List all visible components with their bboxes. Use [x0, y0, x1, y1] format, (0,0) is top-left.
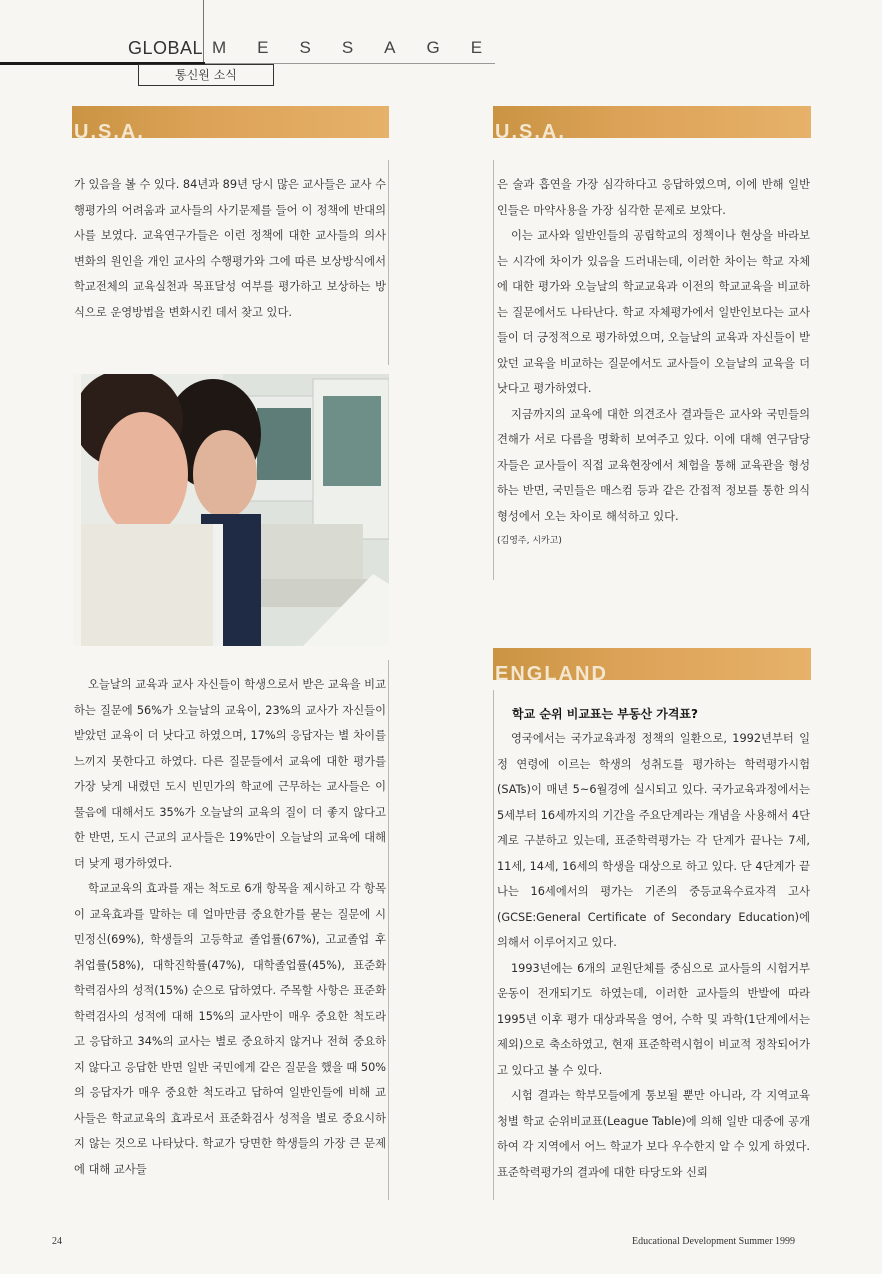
banner-label: U.S.A.: [74, 121, 145, 143]
header-subtitle: 통신원 소식: [138, 64, 274, 86]
paragraph: 영국에서는 국가교육과정 정책의 일환으로, 1992년부터 일정 연령에 이르는 학생의 성취도를 평가하는 학력평가시험(SATs)이 매년 5~6월경에 실시되고 있다. 국가교육과정에서는 5세부터 16세까지의 기간을 주요단계라는 개념을 사용해서 4단계로 구분하고 있는데, 표준학력평가는 각 단계가 끝나는 7세, 11세, 14세, 16세의 학생을 대상으로 하고 있다. 단 4단계가 끝나는 16세에서의 평가는 기존의 중등교육수료자격 고사(GCSE:General Certificate of Secondary Education)에 의해서 이루어지고 있다.: [497, 732, 810, 949]
header-global: GLOBAL: [128, 38, 204, 58]
publication-name: Educational Development Summer 1999: [632, 1236, 796, 1247]
section-banner-usa-right: [493, 106, 811, 143]
paragraph: 시험 결과는 학부모들에게 통보될 뿐만 아니라, 각 지역교육청별 학교 순위비교표(League Table)에 의해 일반 대중에 공개하여 각 지역에서 어느 학교가 보다 우수한지 알 수 있게 하였다. 표준학력평가의 결과에 대한 타당도와 신뢰: [497, 1089, 810, 1179]
column-divider: [388, 160, 389, 365]
banner-label: U.S.A.: [495, 121, 566, 143]
paragraph: 1993년에는 6개의 교원단체를 중심으로 교사들의 시험거부 운동이 전개되기도 하였는데, 이러한 교사들의 반발에 따라 1995년 이후 평가 대상과목을 영어, 수학 및 과학(1단계에서는 제외)으로 축소하였고, 현재 표준학력시험이 비교적 정착되어가고 있다고 볼 수 있다.: [497, 961, 810, 1077]
students-computer-photo: [73, 374, 389, 646]
paragraph: 은 술과 흡연을 가장 심각하다고 응답하였으며, 이에 반해 일반인들은 마약사용을 가장 심각한 문제로 보았다.: [497, 178, 810, 217]
right-bottom-text: [497, 726, 810, 1185]
page-number: 24: [52, 1236, 62, 1247]
paragraph: 가 있음을 볼 수 있다. 84년과 89년 당시 많은 교사들은 교사 수행평가의 어려움과 교사들의 사기문제를 들어 이 정책에 반대의사를 보였다. 교육연구가들은 이런 정책에 대한 교사들의 의사변화의 원인을 개인 교사의 수행평가와 그에 따른 보상방식에서 학교전체의 교육실천과 목표달성 여부를 평가하고 보상하는 방식으로 운영방법을 변화시킨 데서 찾고 있다.: [74, 178, 386, 319]
left-top-text: [74, 172, 386, 325]
column-divider: [493, 160, 494, 580]
section-banner-usa-left: [72, 106, 389, 143]
photo-illustration: [73, 374, 389, 646]
column-divider: [388, 660, 389, 1200]
header-message: MESSAGE: [212, 38, 514, 57]
paragraph: 오늘날의 교육과 교사 자신들이 학생으로서 받은 교육을 비교하는 질문에 56%가 오늘날의 교육이, 23%의 교사가 자신들이 받았던 교육이 더 낫다고 하였으며, 17%의 응답자는 별 차이를 느끼지 못한다고 하였다. 다른 질문들에서 교육에 대한 평가를 가장 낮게 내렸던 도시 빈민가의 학교에 근무하는 교사들은 이 물음에 대해서도 35%가 오늘날의 교육의 질이 더 좋지 않다고 한 반면, 도시 근교의 교사들은 19%만이 오늘날의 교육에 대해 더 낮게 평가하였다.: [74, 678, 386, 870]
byline: (김영주, 시카고): [497, 536, 562, 546]
banner-label: ENGLAND: [495, 663, 608, 685]
section-banner-england: [493, 648, 811, 685]
left-bottom-text: [74, 672, 386, 1182]
paragraph: 지금까지의 교육에 대한 의견조사 결과들은 교사와 국민들의 견해가 서로 다름을 명확히 보여주고 있다. 이에 대해 연구담당자들은 교사들이 직접 교육현장에서 체험을 통해 교육관을 형성하는 반면, 국민들은 매스컴 등과 같은 간접적 정보를 통한 의식형성에서 오는 차이로 해석하고 있다.: [497, 407, 810, 523]
paragraph: 이는 교사와 일반인들의 공립학교의 정책이나 현상을 바라보는 시각에 차이가 있음을 드러내는데, 이러한 차이는 학교 자체에 대한 평가와 오늘날의 학교교육과 이전의 학교교육을 비교하는 질문에서도 나타난다. 학교 자체평가에서 일반인보다는 교사들이 더 긍정적으로 평가하였으며, 오늘날의 교육과 자신들이 받았던 교육을 비교하는 질문에서도 교사들이 오늘날의 교육을 더 낫다고 평가하였다.: [497, 229, 810, 395]
column-divider: [493, 690, 494, 1200]
paragraph: 학교교육의 효과를 재는 척도로 6개 항목을 제시하고 각 항목이 교육효과를 말하는 데 얼마만큼 중요한가를 묻는 질문에 시민정신(69%), 학생들의 고등학교 졸업률(67%), 고교졸업 후 취업률(58%), 대학진학률(47%), 대학졸업률(45%), 표준화 학력검사의 성적(15%) 순으로 답하였다. 주목할 사항은 표준화 학력검사의 성적에 대해 15%의 교사만이 매우 중요한 척도라고 응답하고 34%의 교사는 별로 중요하지 않거나 전혀 중요하지 않다고 응답한 반면 일반 국민에게 같은 질문을 했을 때 50%의 응답자가 매우 중요한 척도라고 답하여 일반인들에 비해 교사들은 학교교육의 효과로서 표준화검사 성적을 별로 중요시하지 않는 것으로 나타났다. 학교가 당면한 학생들의 가장 큰 문제에 대해 교사들: [74, 882, 387, 1176]
england-heading: 학교 순위 비교표는 부동산 가격표?: [512, 707, 698, 721]
right-top-text: [497, 172, 810, 555]
header-vertical-rule: [203, 0, 204, 64]
